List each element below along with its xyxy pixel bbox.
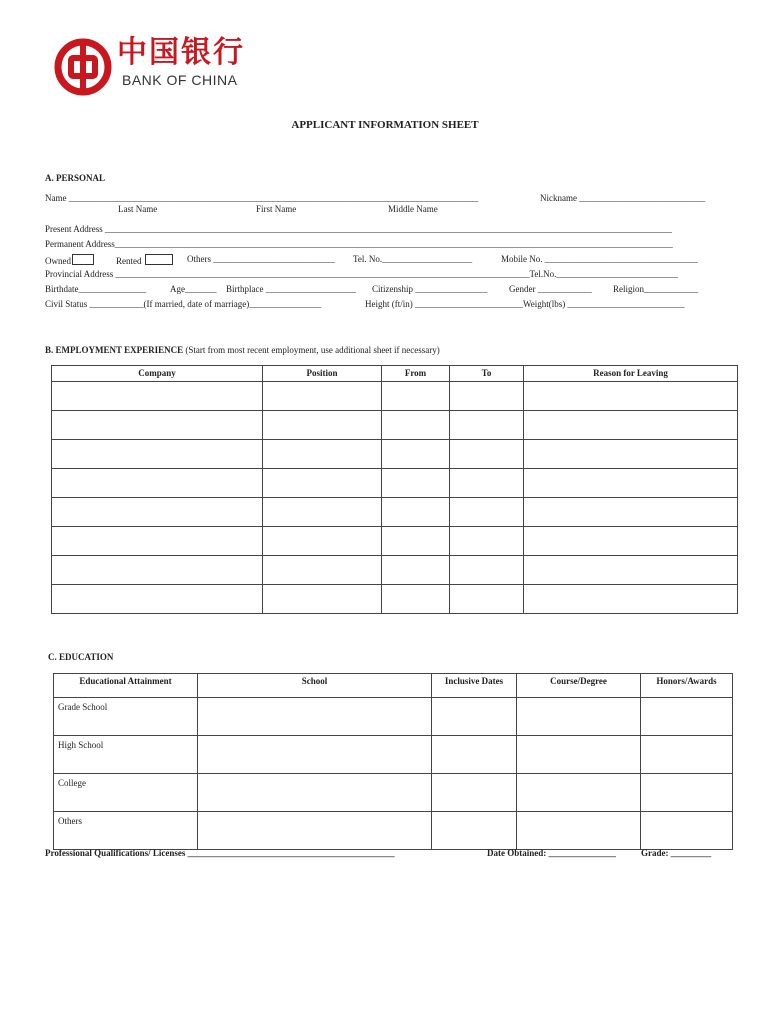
position-cell[interactable] xyxy=(263,556,382,585)
table-row xyxy=(52,382,738,411)
rented-option[interactable] xyxy=(116,254,173,267)
reason-cell[interactable] xyxy=(524,411,738,440)
to-cell[interactable] xyxy=(450,498,524,527)
reason-cell[interactable] xyxy=(524,498,738,527)
company-cell[interactable] xyxy=(52,440,263,469)
to-cell[interactable] xyxy=(450,382,524,411)
date-obtained-field[interactable]: Date Obtained: _______________ xyxy=(487,848,616,858)
honors-column-header: Honors/Awards xyxy=(641,674,733,698)
school-cell[interactable] xyxy=(198,774,432,812)
honors-cell[interactable] xyxy=(641,812,733,850)
reason-cell[interactable] xyxy=(524,556,738,585)
table-row xyxy=(52,440,738,469)
honors-cell[interactable] xyxy=(641,698,733,736)
from-cell[interactable] xyxy=(382,469,450,498)
mobile-no-field[interactable]: Mobile No. __________________________________ xyxy=(501,254,698,264)
religion-field[interactable]: Religion____________ xyxy=(613,284,698,294)
reason-cell[interactable] xyxy=(524,527,738,556)
birthdate-field[interactable]: Birthdate_______________ xyxy=(45,284,146,294)
employment-heading-row xyxy=(45,345,440,355)
table-row xyxy=(52,585,738,614)
dates-cell[interactable] xyxy=(432,812,517,850)
employment-header-row xyxy=(52,366,738,382)
employment-note: (Start from most recent employment, use additional sheet if necessary) xyxy=(185,345,440,355)
from-cell[interactable] xyxy=(382,382,450,411)
course-cell[interactable] xyxy=(517,736,641,774)
honors-cell[interactable] xyxy=(641,774,733,812)
gender-field[interactable]: Gender ____________ xyxy=(509,284,592,294)
company-cell[interactable] xyxy=(52,585,263,614)
age-field[interactable]: Age_______ xyxy=(170,284,217,294)
from-cell[interactable] xyxy=(382,498,450,527)
permanent-address-field[interactable]: Permanent Address____________________________________________________________________________________________________________________________ xyxy=(45,239,673,249)
employment-table xyxy=(51,365,738,614)
to-cell[interactable] xyxy=(450,527,524,556)
company-cell[interactable] xyxy=(52,556,263,585)
course-column-header: Course/Degree xyxy=(517,674,641,698)
company-cell[interactable] xyxy=(52,527,263,556)
dates-cell[interactable] xyxy=(432,736,517,774)
table-row xyxy=(54,774,733,812)
company-column-header: Company xyxy=(52,366,263,382)
nickname-field[interactable]: Nickname ____________________________ xyxy=(540,193,706,203)
from-cell[interactable] xyxy=(382,585,450,614)
course-cell[interactable] xyxy=(517,698,641,736)
company-cell[interactable] xyxy=(52,382,263,411)
company-cell[interactable] xyxy=(52,498,263,527)
reason-cell[interactable] xyxy=(524,585,738,614)
high-school-label: High School xyxy=(54,736,198,774)
civil-status-field[interactable]: Civil Status ____________(If married, date of marriage)________________ xyxy=(45,299,322,309)
others-label: Others xyxy=(54,812,198,850)
reason-column-header: Reason for Leaving xyxy=(524,366,738,382)
table-row xyxy=(54,736,733,774)
table-row xyxy=(54,698,733,736)
tel-no-field[interactable]: Tel. No.____________________ xyxy=(353,254,473,264)
grade-school-label: Grade School xyxy=(54,698,198,736)
to-cell[interactable] xyxy=(450,556,524,585)
present-address-field[interactable]: Present Address ______________________________________________________________________________________________________________________________ xyxy=(45,224,672,234)
last-name-label: Last Name xyxy=(118,204,158,214)
table-row xyxy=(52,556,738,585)
qualifications-field[interactable]: Professional Qualifications/ Licenses ______________________________________________ xyxy=(45,848,395,858)
dates-cell[interactable] xyxy=(432,774,517,812)
to-cell[interactable] xyxy=(450,440,524,469)
dates-column-header: Inclusive Dates xyxy=(432,674,517,698)
from-cell[interactable] xyxy=(382,556,450,585)
birthplace-field[interactable]: Birthplace ____________________ xyxy=(226,284,356,294)
course-cell[interactable] xyxy=(517,774,641,812)
logo-chinese-name: 中国银行 xyxy=(117,35,245,70)
course-cell[interactable] xyxy=(517,812,641,850)
reason-cell[interactable] xyxy=(524,440,738,469)
table-row xyxy=(54,812,733,850)
school-column-header: School xyxy=(198,674,432,698)
owned-checkbox[interactable] xyxy=(72,254,94,265)
company-cell[interactable] xyxy=(52,469,263,498)
position-cell[interactable] xyxy=(263,469,382,498)
reason-cell[interactable] xyxy=(524,382,738,411)
dates-cell[interactable] xyxy=(432,698,517,736)
company-cell[interactable] xyxy=(52,411,263,440)
table-row xyxy=(52,411,738,440)
position-cell[interactable] xyxy=(263,411,382,440)
table-row xyxy=(52,498,738,527)
college-label: College xyxy=(54,774,198,812)
from-cell[interactable] xyxy=(382,440,450,469)
attainment-column-header: Educational Attainment xyxy=(54,674,198,698)
grade-field[interactable]: Grade: _________ xyxy=(641,848,712,858)
school-cell[interactable] xyxy=(198,812,432,850)
honors-cell[interactable] xyxy=(641,736,733,774)
provincial-address-field[interactable]: Provincial Address ____________________________________________________________________________________________Tel.No.___________________________ xyxy=(45,269,678,279)
first-name-label: First Name xyxy=(256,204,297,214)
page-title: APPLICANT INFORMATION SHEET xyxy=(291,119,479,131)
position-cell[interactable] xyxy=(263,498,382,527)
table-row xyxy=(52,469,738,498)
citizenship-field[interactable]: Citizenship ________________ xyxy=(372,284,488,294)
position-cell[interactable] xyxy=(263,527,382,556)
to-cell[interactable] xyxy=(450,411,524,440)
education-header-row xyxy=(54,674,733,698)
to-cell[interactable] xyxy=(450,469,524,498)
logo-english-name: BANK OF CHINA xyxy=(122,72,238,88)
employment-heading: B. EMPLOYMENT EXPERIENCE xyxy=(45,345,184,355)
table-row xyxy=(52,527,738,556)
reason-cell[interactable] xyxy=(524,469,738,498)
to-cell[interactable] xyxy=(450,585,524,614)
owned-label: Owned xyxy=(45,256,71,266)
height-weight-field[interactable]: Height (ft/in) ________________________Weight(lbs) __________________________ xyxy=(365,299,685,309)
rented-checkbox[interactable] xyxy=(145,254,173,265)
from-cell[interactable] xyxy=(382,411,450,440)
position-cell[interactable] xyxy=(263,440,382,469)
education-heading: C. EDUCATION xyxy=(48,652,114,662)
education-table xyxy=(53,673,733,850)
school-cell[interactable] xyxy=(198,736,432,774)
name-field[interactable]: Name ___________________________________________________________________________________________ xyxy=(45,193,479,203)
to-column-header: To xyxy=(450,366,524,382)
bank-logo-icon xyxy=(54,38,112,96)
position-cell[interactable] xyxy=(263,585,382,614)
middle-name-label: Middle Name xyxy=(388,204,438,214)
position-cell[interactable] xyxy=(263,382,382,411)
others-field[interactable]: Others ___________________________ xyxy=(187,254,335,264)
owned-option[interactable] xyxy=(45,254,94,267)
rented-label: Rented xyxy=(116,256,142,266)
position-column-header: Position xyxy=(263,366,382,382)
personal-heading: A. PERSONAL xyxy=(45,173,106,183)
from-cell[interactable] xyxy=(382,527,450,556)
school-cell[interactable] xyxy=(198,698,432,736)
from-column-header: From xyxy=(382,366,450,382)
